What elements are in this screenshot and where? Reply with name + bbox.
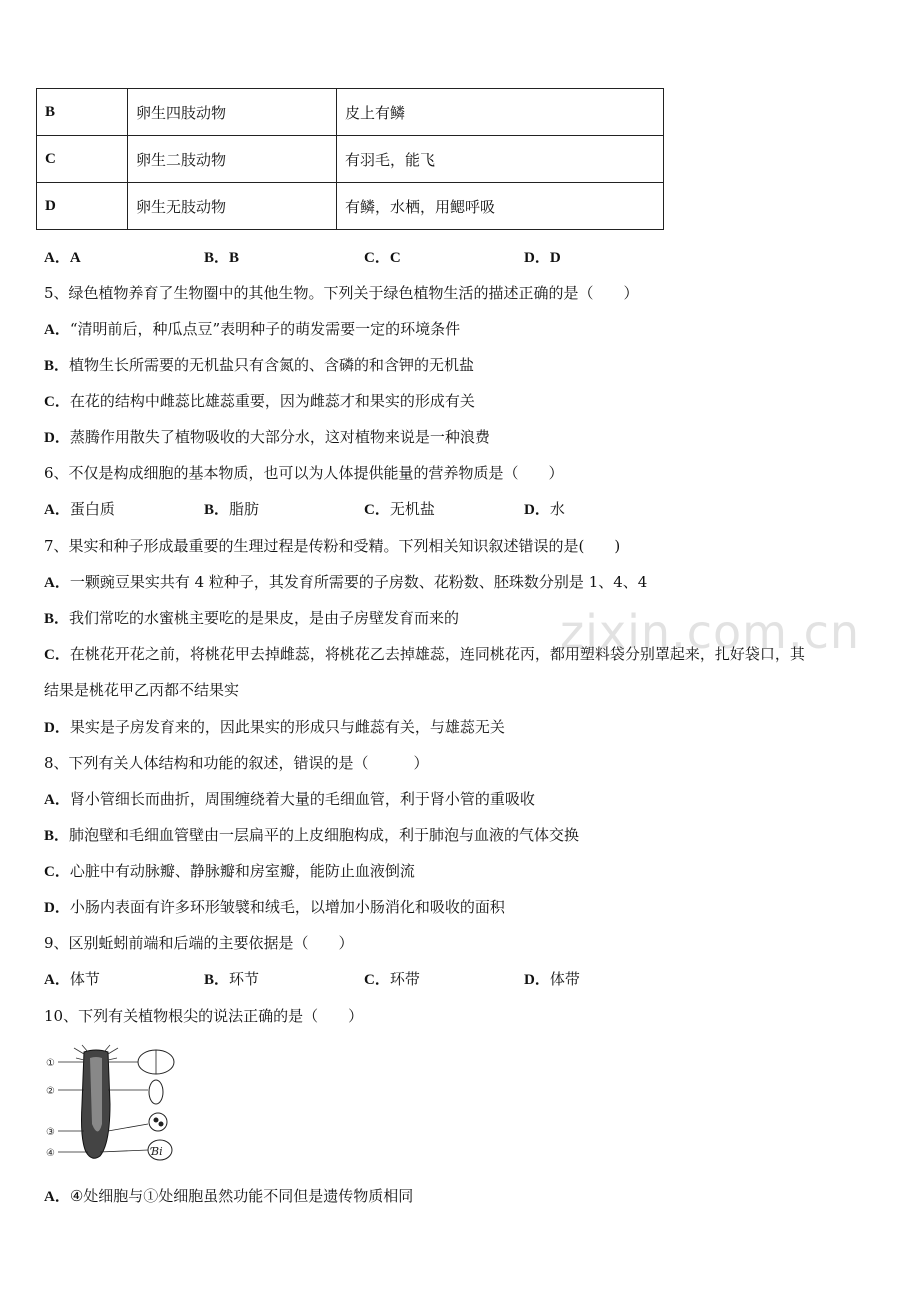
- row-feature: 皮上有鳞: [337, 89, 664, 136]
- table-row: [37, 136, 664, 183]
- q6-option-d: D．水: [524, 500, 565, 518]
- q5-option-b: B．植物生长所需要的无机盐只有含氮的、含磷的和含钾的无机盐: [44, 356, 475, 374]
- q5-stem: 5、绿色植物养育了生物圈中的其他生物。下列关于绿色植物生活的描述正确的是（ ）: [44, 284, 639, 302]
- row-type: 卵生二肢动物: [128, 136, 337, 183]
- row-type: 卵生四肢动物: [128, 89, 337, 136]
- q7-option-a: A．一颗豌豆果实共有 4 粒种子，其发育所需要的子房数、花粉数、胚珠数分别是 1、4、4: [44, 573, 648, 591]
- q7-option-c: C．在桃花开花之前，将桃花甲去掉雌蕊，将桃花乙去掉雄蕊，连同桃花丙，都用塑料袋分别罩起来，扎好袋口，其: [44, 645, 805, 663]
- watermark: zixin.com.cn: [560, 605, 861, 659]
- q9-option-b: B．环节: [204, 970, 260, 988]
- q4-option-a: A．A: [44, 250, 81, 266]
- q7-option-d: D．果实是子房发育来的，因此果实的形成只与雌蕊有关，与雄蕊无关: [44, 718, 505, 736]
- row-feature: 有羽毛，能飞: [337, 136, 664, 183]
- row-key: D: [37, 183, 128, 230]
- q8-option-a: A．肾小管细长而曲折，周围缠绕着大量的毛细血管，利于肾小管的重吸收: [44, 790, 535, 808]
- table-row: [37, 183, 664, 230]
- q6-option-b: B．脂肪: [204, 500, 260, 518]
- animal-classification-table: [36, 88, 664, 230]
- q9-option-c: C．环带: [364, 970, 420, 988]
- q8-option-d: D．小肠内表面有许多环形皱襞和绒毛，以增加小肠消化和吸收的面积: [44, 898, 505, 916]
- diagram-label-4: ④: [46, 1148, 55, 1159]
- diagram-label-1: ①: [46, 1058, 55, 1069]
- root-tip-diagram: [44, 1044, 184, 1164]
- q4-option-c: C．C: [364, 250, 401, 266]
- q8-option-c: C．心脏中有动脉瓣、静脉瓣和房室瓣，能防止血液倒流: [44, 862, 415, 880]
- q5-option-d: D．蒸腾作用散失了植物吸收的大部分水，这对植物来说是一种浪费: [44, 428, 490, 446]
- q6-stem: 6、不仅是构成细胞的基本物质，也可以为人体提供能量的营养物质是（ ）: [44, 464, 564, 482]
- q6-option-a: A．蛋白质: [44, 500, 115, 518]
- q7-option-c-cont: 结果是桃花甲乙丙都不结果实: [44, 681, 240, 699]
- row-key: C: [37, 136, 128, 183]
- diagram-label-3: ③: [46, 1127, 55, 1138]
- q9-option-d: D．体带: [524, 970, 580, 988]
- table-row: [37, 89, 664, 136]
- q7-stem: 7、果实和种子形成最重要的生理过程是传粉和受精。下列相关知识叙述错误的是( ): [44, 537, 621, 555]
- row-key: B: [37, 89, 128, 136]
- q5-option-c: C．在花的结构中雌蕊比雄蕊重要，因为雌蕊才和果实的形成有关: [44, 392, 475, 410]
- q9-stem: 9、区别蚯蚓前端和后端的主要依据是（ ）: [44, 934, 354, 952]
- q8-option-b: B．肺泡壁和毛细血管壁由一层扁平的上皮细胞构成，利于肺泡与血液的气体交换: [44, 826, 580, 844]
- row-type: 卵生无肢动物: [128, 183, 337, 230]
- q10-stem: 10、下列有关植物根尖的说法正确的是（ ）: [44, 1007, 364, 1025]
- row-feature: 有鳞，水栖，用鳃呼吸: [337, 183, 664, 230]
- cell-sketch-glyph: Ɓi: [151, 1145, 163, 1158]
- diagram-label-2: ②: [46, 1086, 55, 1097]
- q9-option-a: A．体节: [44, 970, 100, 988]
- q7-option-b: B．我们常吃的水蜜桃主要吃的是果皮，是由子房壁发育而来的: [44, 609, 460, 627]
- q5-option-a: A．“清明前后，种瓜点豆”表明种子的萌发需要一定的环境条件: [44, 320, 461, 338]
- q4-option-d: D．D: [524, 250, 561, 266]
- q4-option-b: B．B: [204, 250, 240, 266]
- q10-option-a: A．④处细胞与①处细胞虽然功能不同但是遗传物质相同: [44, 1187, 414, 1205]
- q8-stem: 8、下列有关人体结构和功能的叙述，错误的是（ ）: [44, 754, 429, 772]
- q6-option-c: C．无机盐: [364, 500, 435, 518]
